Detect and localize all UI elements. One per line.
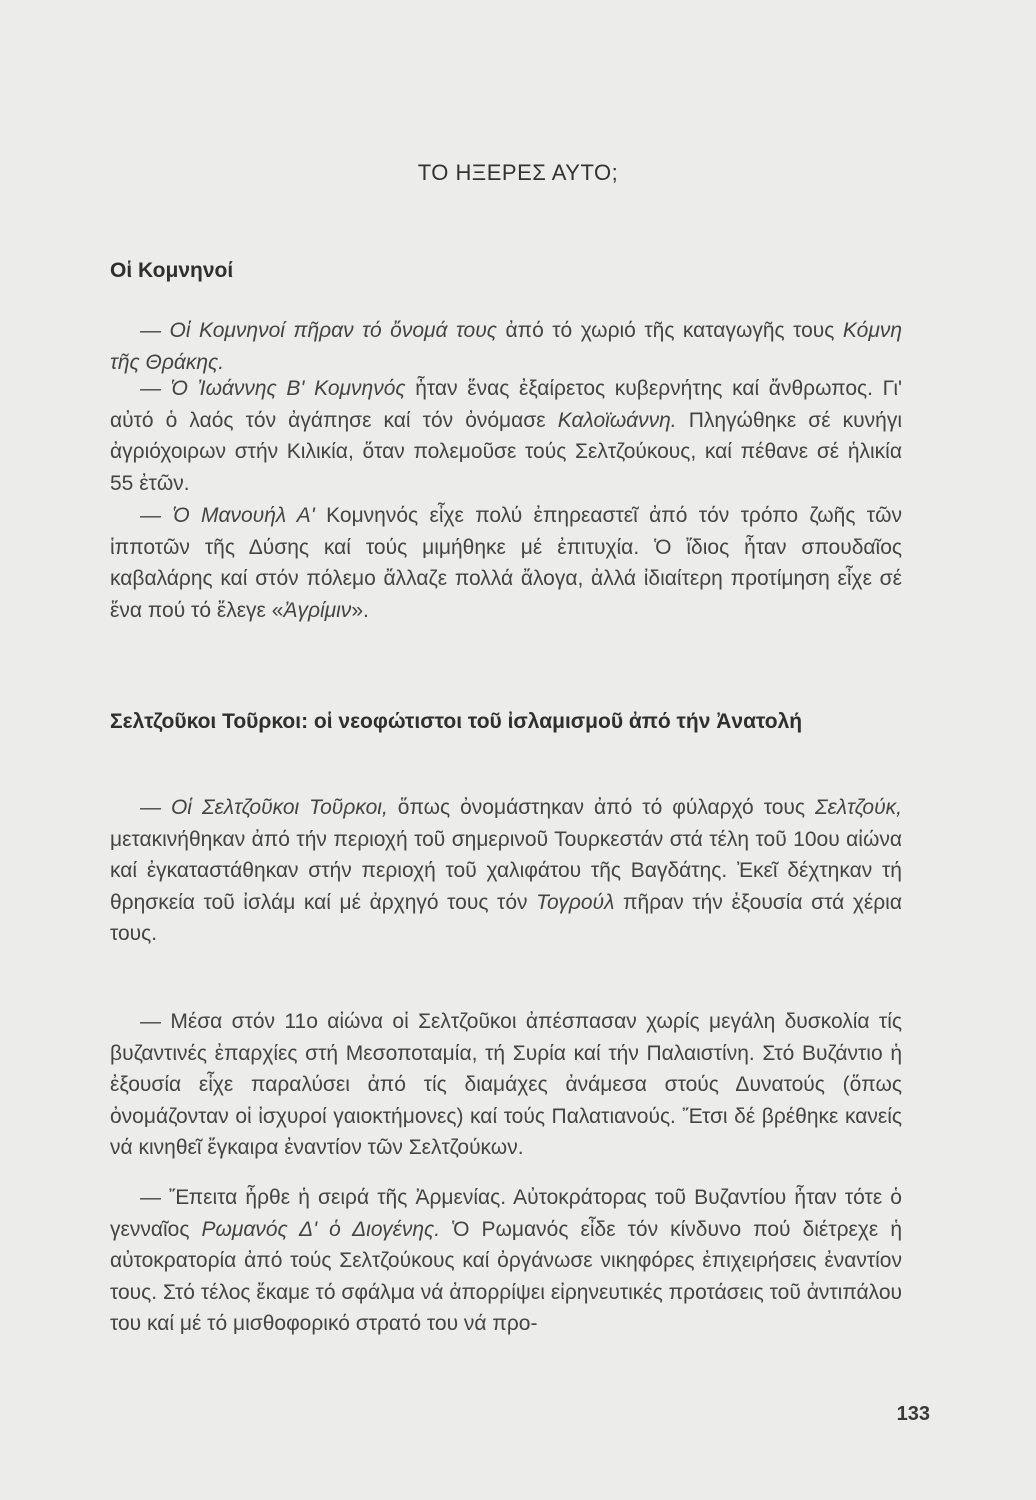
text: — Ἔπειτα ἦρθε ἡ σειρά τῆς Ἀρμενίας. Αὐτοκράτορας τοῦ Βυζαντίου ἦταν τότε ὁ γενναῖος bbox=[110, 1186, 902, 1241]
text: ὅπως ὀνομάστηκαν ἀπό τό φύλαρχό τους bbox=[387, 796, 815, 819]
paragraph-armenia bbox=[110, 1182, 902, 1340]
page-title: ΤΟ ΗΞΕΡΕΣ ΑΥΤΟ; bbox=[417, 160, 619, 185]
italic-text: Καλοϊωάννη. bbox=[557, 408, 677, 432]
paragraph-ioannis bbox=[110, 373, 902, 499]
italic-text: — Οἱ Σελτζοῦκοι Τοῦρκοι, bbox=[140, 796, 388, 819]
page-number: 133 bbox=[896, 1403, 930, 1425]
italic-text: Σελτζούκ, bbox=[814, 796, 902, 819]
italic-text: — Οἱ Κομνηνοί πῆραν τό ὄνομά τους bbox=[140, 319, 497, 342]
paragraph-komnenoi-name bbox=[110, 315, 902, 378]
italic-text: Τογρούλ bbox=[536, 890, 615, 914]
italic-text: — Ὁ Ἰωάννης Β' Κομνηνός bbox=[140, 377, 406, 400]
text: ἦταν ἕνας ἐξαίρετος κυβερνήτης καί ἄνθρωπος. Γι' αὐτό ὁ λαός τόν ἀγάπησε καί τόν ὀνόμασε bbox=[110, 377, 902, 432]
text: Κομνηνός εἶχε πολύ ἐπηρεαστεῖ ἀπό τόν τρόπο ζωῆς τῶν ἱπποτῶν τῆς Δύσης καί τούς μιμήθηκε μέ ἐπιτυχία. Ὁ ἴδιος ἦταν σπουδαῖος καβαλάρης καί στόν πόλεμο ἄλλαζε πολλά ἄλογα, ἀλλά ἰδιαίτερη προτίμηση εἶχε σέ ἕνα πού τό ἔλεγε « bbox=[110, 504, 902, 622]
text: Πληγώθηκε σέ κυνήγι ἀγριόχοιρων στήν Κιλικία, ὅταν πολεμοῦσε τούς Σελτζούκους, καί πέθανε σέ ἡλικία 55 ἐτῶν. bbox=[110, 408, 902, 495]
text: ἀπό τό χωριό τῆς καταγωγῆς τους bbox=[496, 319, 843, 342]
italic-text: — Ὁ Μανουήλ Α' bbox=[140, 504, 315, 527]
paragraph-manouil bbox=[110, 500, 902, 626]
italic-text: Ἀγρίμιν bbox=[283, 598, 352, 622]
paragraph-11th-century: — Μέσα στόν 11ο αἰώνα οἱ Σελτζοῦκοι ἀπέσπασαν χωρίς μεγάλη δυσκολία τίς βυζαντινές ἐπαρχίες στή Μεσοποταμία, τή Συρία καί τήν Παλαιστίνη. Στό Βυζάντιο ἡ ἐξουσία εἶχε παραλύσει ἀπό τίς διαμάχες ἀνάμεσα στούς Δυνατούς (ὅπως ὀνομάζονταν οἱ ἰσχυροί γαιοκτήμονες) καί τούς Παλατιανούς. Ἔτσι δέ βρέθηκε κανείς νά κινηθεῖ ἔγκαιρα ἐναντίον τῶν Σελτζούκων. bbox=[110, 1010, 902, 1159]
italic-text: Ρωμανός Δ' ὁ Διογένης. bbox=[201, 1217, 441, 1241]
text: μετακινήθηκαν ἀπό τήν περιοχή τοῦ σημερινοῦ Τουρκεστάν στά τέλη τοῦ 10ου αἰώνα καί ἐγκαταστάθηκαν στήν περιοχή τοῦ χαλιφάτου τῆς Βαγδάτης. Ἐκεῖ δέχτηκαν τή θρησκεία τοῦ ἰσλάμ καί μέ ἀρχηγό τους τόν bbox=[110, 827, 902, 914]
section-heading-komnenoi: Οἱ Κομνηνοί bbox=[110, 259, 234, 282]
section-heading-seljuks: Σελτζοῦκοι Τοῦρκοι: οἱ νεοφώτιστοι τοῦ ἰσλαμισμοῦ ἀπό τήν Ἀνατολή bbox=[110, 710, 803, 733]
italic-text: Κόμνη τῆς Θράκης. bbox=[110, 319, 902, 374]
text: Ὁ Ρωμανός εἶδε τόν κίνδυνο πού διέτρεχε ἡ αὐτοκρατορία ἀπό τούς Σελτζούκους καί ὀργάνωσε νικηφόρες ἐπιχειρήσεις ἐναντίον τους. Στό τέλος ἔκαμε τό σφάλμα νά ἀπορρίψει εἰρηνευτικές προτάσεις τοῦ ἀντιπάλου του καί μέ τό μισθοφορικό στρατό του νά προ- bbox=[110, 1217, 902, 1335]
text: πῆραν τήν ἐξουσία στά χέρια τους. bbox=[110, 890, 902, 945]
paragraph-seljuk-origins bbox=[110, 792, 902, 950]
text: ». bbox=[351, 598, 369, 622]
